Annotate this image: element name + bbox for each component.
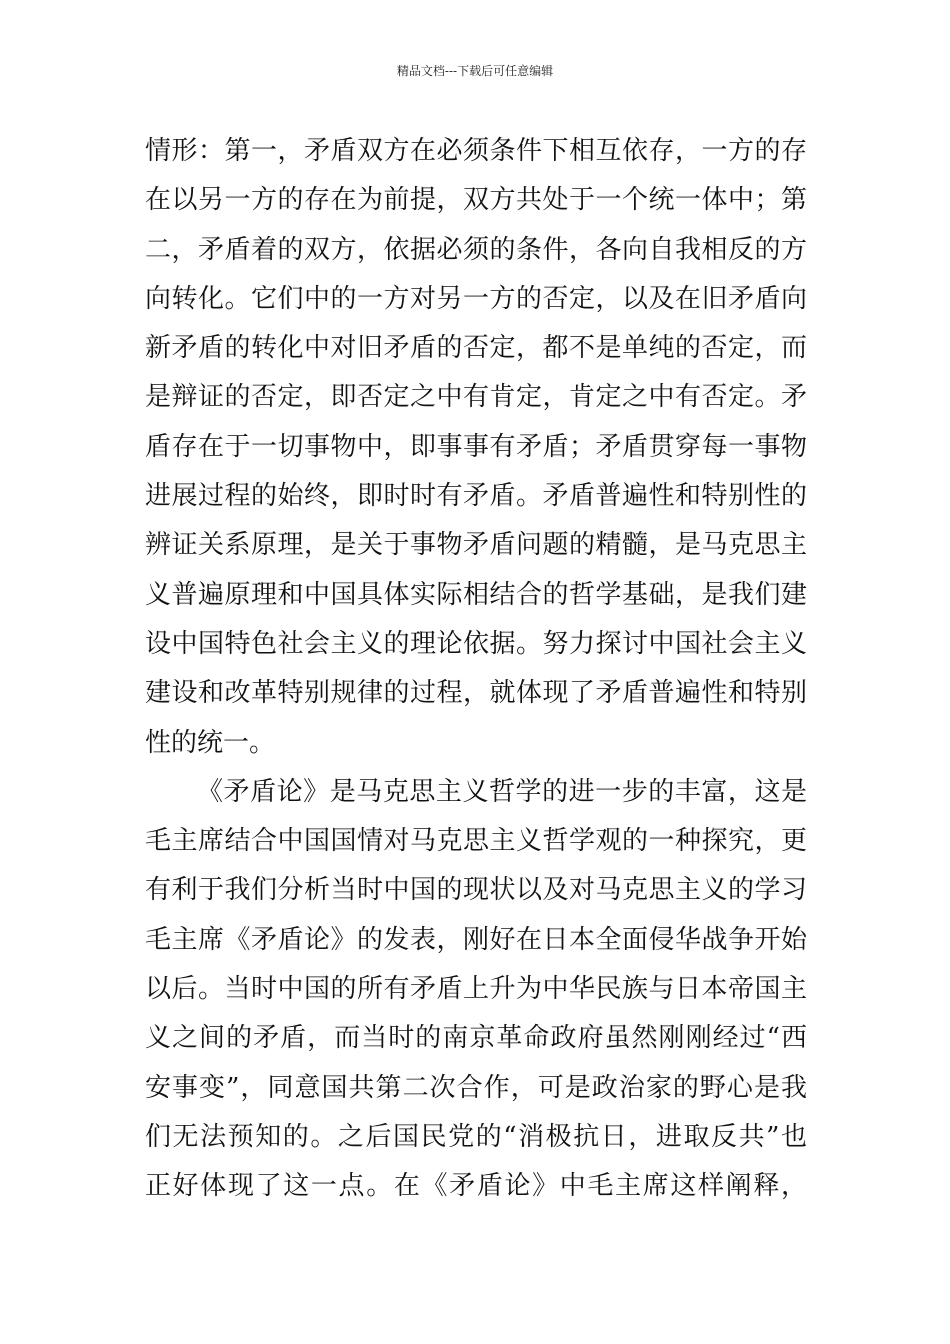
text-line: 安事变”，同意国共第二次合作，可是政治家的野心是我	[145, 1072, 807, 1103]
text-line: 情形：第一，矛盾双方在必须条件下相互依存，一方的存	[145, 136, 807, 166]
text-line: 在以另一方的存在为前提，双方共处于一个统一体中；第	[145, 185, 807, 216]
text-line: 以后。当时中国的所有矛盾上升为中华民族与日本帝国主	[145, 974, 807, 1005]
text-line: 进展过程的始终，即时时有矛盾。矛盾普遍性和特别性的	[145, 481, 807, 512]
text-line: 义普遍原理和中国具体实际相结合的哲学基础，是我们建	[145, 579, 807, 610]
body-text	[145, 127, 807, 1212]
text-line: 盾存在于一切事物中，即事事有矛盾；矛盾贯穿每一事物	[145, 431, 807, 462]
paragraph-end-line: 性的统一。	[145, 727, 276, 758]
text-line: 们无法预知的。之后国民党的“消极抗日，进取反共”也	[145, 1121, 807, 1152]
text-line: 二，矛盾着的双方，依据必须的条件，各向自我相反的方	[145, 234, 807, 265]
text-line: 毛主席《矛盾论》的发表，刚好在日本全面侵华战争开始	[145, 924, 807, 955]
text-line: 毛主席结合中国国情对马克思主义哲学观的一种探究，更	[145, 826, 807, 857]
text-line: 建设和改革特别规律的过程，就体现了矛盾普遍性和特别	[145, 678, 807, 709]
text-line: 义之间的矛盾，而当时的南京革命政府虽然刚刚经过“西	[145, 1023, 807, 1054]
text-line: 辨证关系原理，是关于事物矛盾问题的精髓，是马克思主	[145, 530, 807, 561]
text-line: 向转化。它们中的一方对另一方的否定，以及在旧矛盾向	[145, 283, 807, 314]
text-line: 新矛盾的转化中对旧矛盾的否定，都不是单纯的否定，而	[145, 333, 807, 364]
page-header: 精品文档---下载后可任意编辑	[396, 64, 554, 78]
text-line: 设中国特色社会主义的理论依据。努力探讨中国社会主义	[145, 628, 807, 659]
text-line: 是辩证的否定，即否定之中有肯定，肯定之中有否定。矛	[145, 382, 807, 413]
text-line: 有利于我们分析当时中国的现状以及对马克思主义的学习	[145, 875, 807, 906]
text-line: 正好体现了这一点。在《矛盾论》中毛主席这样阐释，	[145, 1171, 807, 1202]
paragraph-first-line: 《矛盾论》是马克思主义哲学的进一步的丰富，这是	[197, 776, 807, 807]
